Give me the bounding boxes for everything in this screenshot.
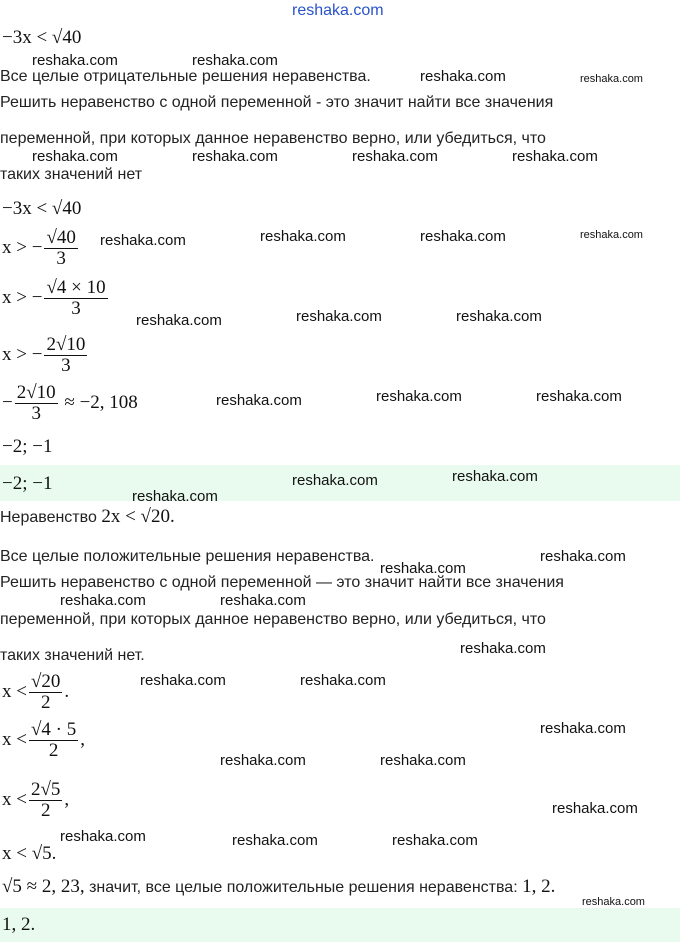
- step-2-2: x < $\frac{√4 \cdot 5}{2}$ ,: [2, 719, 85, 761]
- watermark: reshaka.com: [100, 232, 186, 249]
- watermark: reshaka.com: [300, 672, 386, 689]
- inequality-2-label: Неравенство: [0, 509, 97, 526]
- watermark: reshaka.com: [260, 228, 346, 245]
- watermark: reshaka.com: [292, 472, 378, 489]
- watermark: reshaka.com: [220, 752, 306, 769]
- watermark: reshaka.com: [460, 640, 546, 657]
- explanation-2-line-2: переменной, при которых данное неравенство верно, или убедиться, что: [0, 611, 546, 628]
- watermark: reshaka.com: [60, 592, 146, 609]
- explanation-1-line-3: таких значений нет: [0, 166, 143, 183]
- watermark: reshaka.com: [192, 148, 278, 165]
- watermark: reshaka.com: [380, 752, 466, 769]
- watermark: reshaka.com: [32, 52, 118, 69]
- explanation-1-line-2: переменной, при которых данное неравенство верно, или убедиться, что: [0, 130, 546, 147]
- watermark: reshaka.com: [420, 68, 506, 85]
- watermark: reshaka.com: [232, 832, 318, 849]
- solutions-1: −2; −1: [2, 436, 53, 457]
- site-watermark: reshaka.com: [292, 2, 384, 19]
- watermark: reshaka.com: [376, 388, 462, 405]
- watermark: reshaka.com: [582, 896, 645, 908]
- watermark: reshaka.com: [192, 52, 278, 69]
- task-2: Все целые положительные решения неравенства.: [0, 548, 375, 565]
- watermark: reshaka.com: [540, 548, 626, 565]
- step-2-3: x < $\frac{2√5}{2}$ ,: [2, 779, 70, 821]
- estimate-1: − $\frac{2√10}{3}$ ≈ −2, 108: [2, 382, 138, 424]
- explanation-1-line-1: Решить неравенство с одной переменной - это значит найти все значения: [0, 94, 554, 111]
- answer-1: −2; −1: [2, 473, 53, 494]
- watermark: reshaka.com: [452, 468, 538, 485]
- watermark: reshaka.com: [60, 828, 146, 845]
- watermark: reshaka.com: [352, 148, 438, 165]
- watermark: reshaka.com: [216, 392, 302, 409]
- watermark: reshaka.com: [420, 228, 506, 245]
- watermark: reshaka.com: [540, 720, 626, 737]
- step-1-4: x > − $\frac{2√10}{3}$: [2, 334, 86, 376]
- step-1-3: x > − $\frac{√4 \times 10}{3}$: [2, 277, 106, 319]
- watermark: reshaka.com: [552, 800, 638, 817]
- watermark: reshaka.com: [536, 388, 622, 405]
- answer-band-2: [0, 908, 680, 942]
- step-1-1: −3x < √40: [2, 198, 82, 219]
- watermark: reshaka.com: [392, 832, 478, 849]
- watermark: reshaka.com: [296, 308, 382, 325]
- explanation-2-line-1: Решить неравенство с одной переменной — это значит найти все значения: [0, 574, 564, 591]
- watermark: reshaka.com: [380, 560, 466, 577]
- inequality-2-line: [0, 506, 175, 528]
- step-2-4: x < √5.: [2, 843, 57, 864]
- answer-2: 1, 2.: [2, 914, 36, 935]
- inequality-1: −3x < √40: [2, 27, 82, 48]
- watermark: reshaka.com: [456, 308, 542, 325]
- conclusion-2: √5 ≈ 2, 23, значит, все целые положительные решения неравенства: 1, 2.: [2, 876, 556, 897]
- task-1: Все целые отрицательные решения неравенства.: [0, 68, 371, 85]
- watermark: reshaka.com: [32, 148, 118, 165]
- watermark: reshaka.com: [580, 73, 643, 85]
- watermark: reshaka.com: [136, 312, 222, 329]
- explanation-2-line-3: таких значений нет.: [0, 647, 145, 664]
- watermark: reshaka.com: [580, 229, 643, 241]
- watermark: reshaka.com: [132, 488, 218, 505]
- watermark: reshaka.com: [220, 592, 306, 609]
- watermark: reshaka.com: [512, 148, 598, 165]
- watermark: reshaka.com: [140, 672, 226, 689]
- inequality-2: 2x < √20.: [101, 506, 175, 527]
- step-1-2: x > − $\frac{√40}{3}$: [2, 227, 76, 269]
- step-2-1: x < $\frac{√20}{2}$ .: [2, 671, 70, 713]
